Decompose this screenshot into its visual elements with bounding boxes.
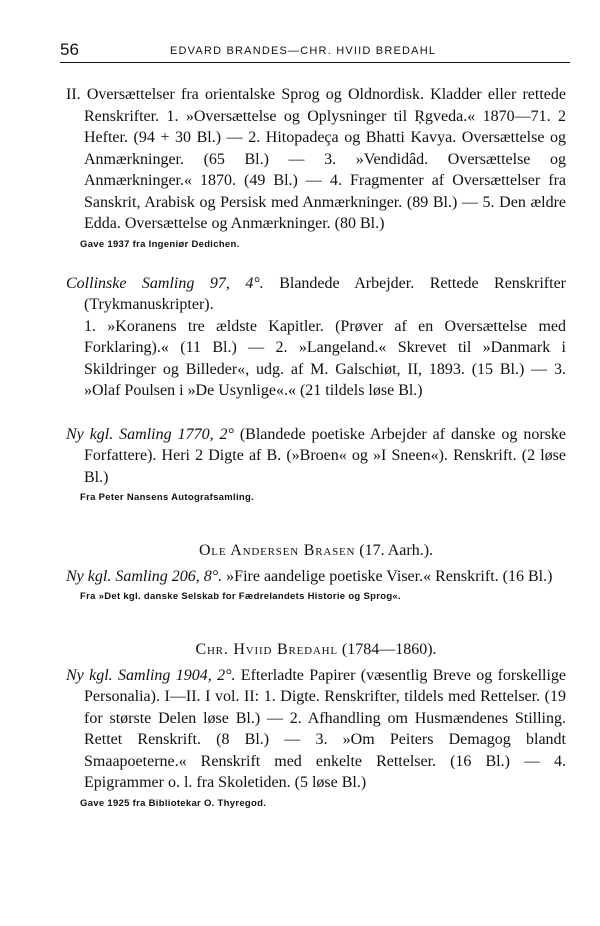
author-heading-bredahl xyxy=(66,639,566,661)
entry-ny-kgl-206 xyxy=(66,566,566,604)
author-dates: (17. Aarh.). xyxy=(359,542,434,559)
shelfmark-label: Ny kgl. Samling 206, 8°. xyxy=(66,567,223,585)
entry-text: Efterladte Papirer (væsentlig Breve og forskellige Personalia). I—II. I vol. II: 1. Digte. Renskrifter, tildels med Rettelser. (19 for største Delen løse Bl.) — 2. Afhandling om Husmændenes Stilling. Rettet Renskrift. (8 Bl.) — 3. »Om Peiters Demagog blandt Smaapoeterne.« Renskrift med enkelte Rettelser. (16 Bl.) — 4. Epigrammer o. l. fra Skoletiden. (5 løse Bl.) xyxy=(84,666,567,791)
entry-text: (Blandede poetiske Arbejder af danske og norske Forfattere). Heri 2 Digte af B. (»Broen« og »I Sneen«). Renskrift. (2 løse Bl.) xyxy=(84,425,567,486)
running-head: EDVARD BRANDES—CHR. HVIID BREDAHL xyxy=(170,45,437,57)
catalog-body xyxy=(66,84,566,810)
provenance-note: Fra Peter Nansens Autografsamling. xyxy=(80,492,255,503)
entry-text: Blandede Arbejder. Rettede Renskrifter (Trykmanuskripter). xyxy=(84,274,567,313)
entry-ny-kgl-1770 xyxy=(66,424,566,505)
provenance-note: Gave 1925 fra Bibliotekar O. Thyregod. xyxy=(80,797,267,809)
entry-text: II. Oversættelser fra orientalske Sprog og Oldnordisk. Kladder eller rettede Renskrifter. 1. »Oversættelse og Oplysninger til Ŗgveda.« 1870—71. 2 Hefter. (94 + 30 Bl.) — 2. Hitopadeça og Bhatti Kavya. Oversættelse og Anmærkninger. (65 Bl.) — 3. »Vendidâd. Oversættelse og Anmærkninger.« 1870. (49 Bl.) — 4. Fragmenter af Oversættelser fra Sanskrit, Arabisk og Persisk med Anmærkninger. (89 Bl.) — 5. Den ældre Edda. Oversættelse og Anmærkninger. (80 Bl.) xyxy=(66,86,566,232)
provenance-note: Gave 1937 fra Ingeniør Dedichen. xyxy=(80,238,240,250)
entry-text-contents: 1. »Koranens tre ældste Kapitler. (Prøver af en Oversættelse med Forklaring).« (11 Bl.) — 2. »Langeland.« Skrevet til »Danmark i Skildringer og Billeder«, udg. af M. Galschiøt, II, 1893. (15 Bl.) — 3. »Olaf Poulsen i »De Usynlige«.« (21 tildels løse Bl.) xyxy=(84,317,566,399)
page-number: 56 xyxy=(60,40,79,59)
entry-oriental-translations xyxy=(66,84,566,251)
shelfmark-label: Ny kgl. Samling 1904, 2°. xyxy=(66,666,236,684)
provenance-note: Fra »Det kgl. danske Selskab for Fædrelandets Historie og Sprog«. xyxy=(80,591,401,602)
shelfmark-label: Ny kgl. Samling 1770, 2° xyxy=(66,425,234,443)
entry-text: »Fire aandelige poetiske Viser.« Renskrift. (16 Bl.) xyxy=(222,567,553,585)
author-name: Ole Andersen Brasen xyxy=(198,542,356,559)
author-name: Chr. Hviid Bredahl xyxy=(195,641,338,658)
entry-collinske-samling xyxy=(66,273,566,402)
shelfmark-label: Collinske Samling 97, 4°. xyxy=(66,274,264,292)
author-dates: (1784—1860). xyxy=(341,641,437,658)
author-heading-brasen xyxy=(66,540,566,562)
entry-ny-kgl-1904 xyxy=(66,665,566,810)
page-header xyxy=(60,40,570,63)
